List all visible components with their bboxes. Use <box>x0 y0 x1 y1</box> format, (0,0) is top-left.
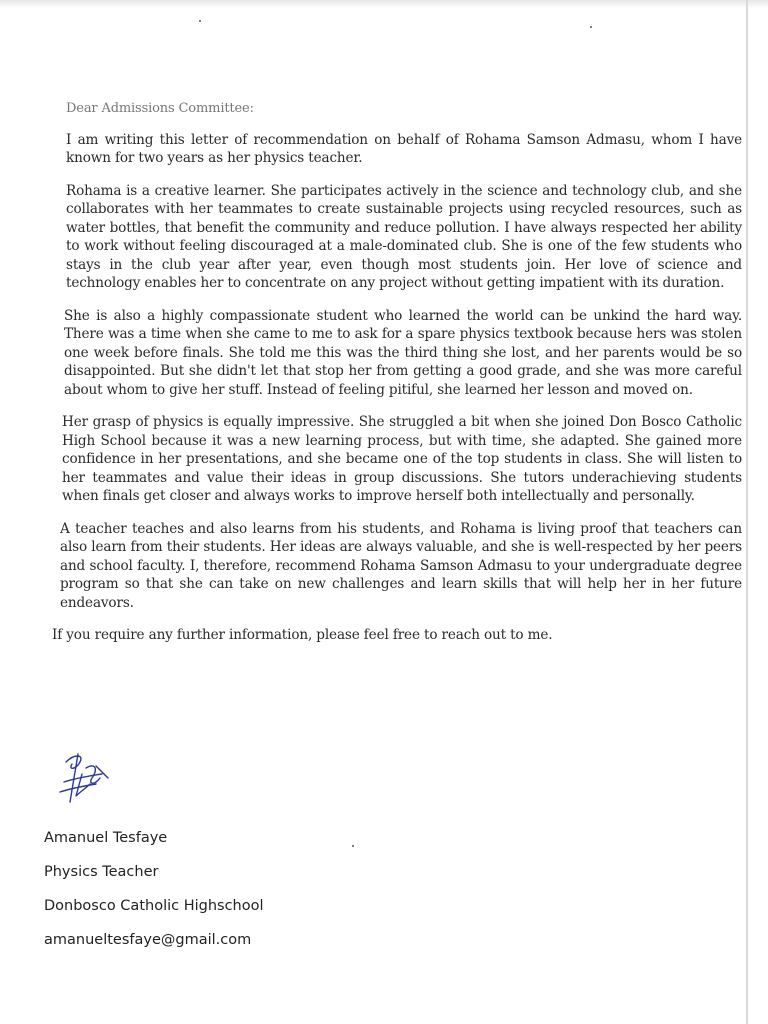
scan-page-edge <box>746 0 748 1024</box>
paragraph-closing: If you require any further information, please feel free to reach out to me. <box>52 627 553 643</box>
paragraph-recommendation: A teacher teaches and also learns from his students, and Rohama is living proof that teachers can also learn from their students. Her ideas are always valuable, and she is well-respected by her peers and school faculty. I, therefore, recommend Rohama Samson Admasu to your undergraduate degree program so that she can take on new challenges and learn skills that will help her in her future endeavors. <box>60 520 742 611</box>
paragraph-creative-learner: Rohama is a creative learner. She participates actively in the science and technology club, and she collaborates with her teammates to create sustainable projects using recycled resources, such as water bottles, that benefit the community and reduce pollution. I have always respected her ability to work without feeling discouraged at a male-dominated club. She is one of the few students who stays in the club year after year, even though most students join. Her love of science and technology enables her to concentrate on any project without getting impatient with its duration. <box>66 182 742 291</box>
letter-body <box>52 100 742 659</box>
signer-email: amanueltesfaye@gmail.com <box>44 932 252 948</box>
scan-speck <box>590 26 592 28</box>
scan-top-shadow <box>0 0 768 8</box>
signer-title: Physics Teacher <box>44 864 159 880</box>
scan-speck <box>199 20 201 22</box>
handwritten-signature <box>56 748 116 810</box>
salutation: Dear Admissions Committee: <box>66 101 254 116</box>
scan-speck <box>352 845 354 847</box>
paragraph-physics-grasp: Her grasp of physics is equally impressive. She struggled a bit when she joined Don Bosco Catholic High School because it was a new learning process, but with time, she adapted. She gained more confidence in her presentations, and she became one of the top students in class. She will listen to her teammates and value their ideas in group discussions. She tutors underachieving students when finals get closer and always works to improve herself both intellectually and personally. <box>62 414 742 504</box>
signature-block <box>44 828 264 964</box>
signer-school: Donbosco Catholic Highschool <box>44 898 264 914</box>
paragraph-intro: I am writing this letter of recommendation on behalf of Rohama Samson Admasu, whom I have known for two years as her physics teacher. <box>66 131 742 166</box>
paragraph-compassion: She is also a highly compassionate student who learned the world can be unkind the hard way. There was a time when she came to me to ask for a spare physics textbook because hers was stolen one week before finals. She told me this was the third thing she lost, and her parents would be so disappointed. But she didn't let that stop her from getting a good grade, and she was more careful about whom to give her stuff. Instead of feeling pitiful, she learned her lesson and moved on. <box>64 307 742 398</box>
signer-name: Amanuel Tesfaye <box>44 830 168 846</box>
